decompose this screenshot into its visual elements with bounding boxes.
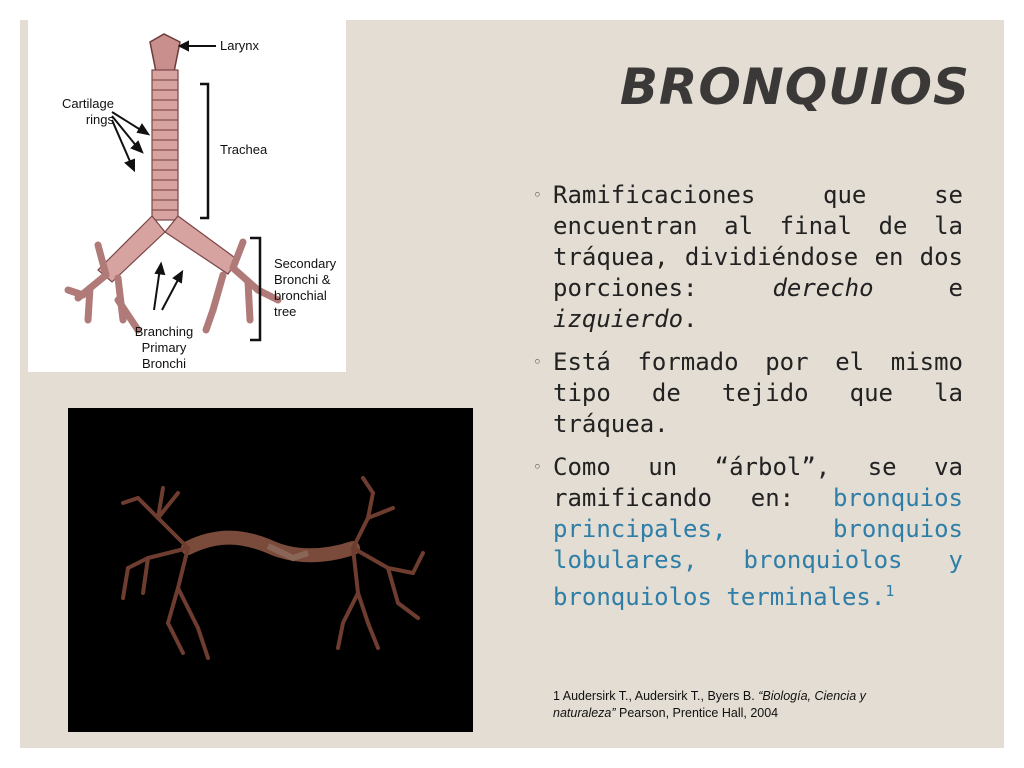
bronchial-cast-image	[68, 408, 473, 732]
footnote-text: Pearson, Prentice Hall, 2004	[615, 706, 779, 720]
bullet-marker-icon: ◦	[533, 353, 542, 371]
page-title: BRONQUIOS	[619, 58, 970, 116]
bullet-item	[533, 347, 963, 440]
bullet-list	[533, 180, 963, 625]
bullet-item	[533, 180, 963, 335]
bullet-text: Ramificaciones que se encuentran al final de la tráquea, dividiéndose en dos porciones:	[553, 181, 963, 302]
footnote-text: 1 Audersirk T., Audersirk T., Byers B.	[553, 689, 759, 703]
italic-term: izquierdo	[553, 305, 684, 333]
footnote-ref: 1	[885, 582, 895, 600]
bullet-marker-icon: ◦	[533, 186, 542, 204]
bullet-text: Como un “árbol”, se va ramificando en:	[553, 453, 963, 512]
footnote	[553, 688, 898, 722]
trachea-diagram	[28, 20, 346, 372]
label-trachea: Trachea	[220, 142, 268, 157]
bullet-marker-icon: ◦	[533, 458, 542, 476]
label-larynx: Larynx	[220, 38, 260, 53]
label-primary-bronchi: Branching Primary Bronchi	[134, 324, 194, 371]
bullet-item	[533, 452, 963, 613]
footnote-title: “Biología, Ciencia y naturaleza”	[553, 689, 866, 720]
bullet-text: .	[683, 305, 698, 333]
bronchial-tree-photo	[68, 408, 473, 732]
highlighted-terms: bronquios principales, bronquios lobulares, bronquiolos y bronquiolos terminales.	[553, 484, 963, 611]
bullet-text: e	[873, 274, 963, 302]
label-cartilage-rings: Cartilage rings	[61, 96, 114, 127]
bullet-text: Está formado por el mismo tipo de tejido que la tráquea.	[553, 348, 963, 438]
italic-term: derecho	[772, 274, 874, 302]
label-secondary-bronchi: Secondary Bronchi & bronchial tree	[274, 256, 337, 319]
